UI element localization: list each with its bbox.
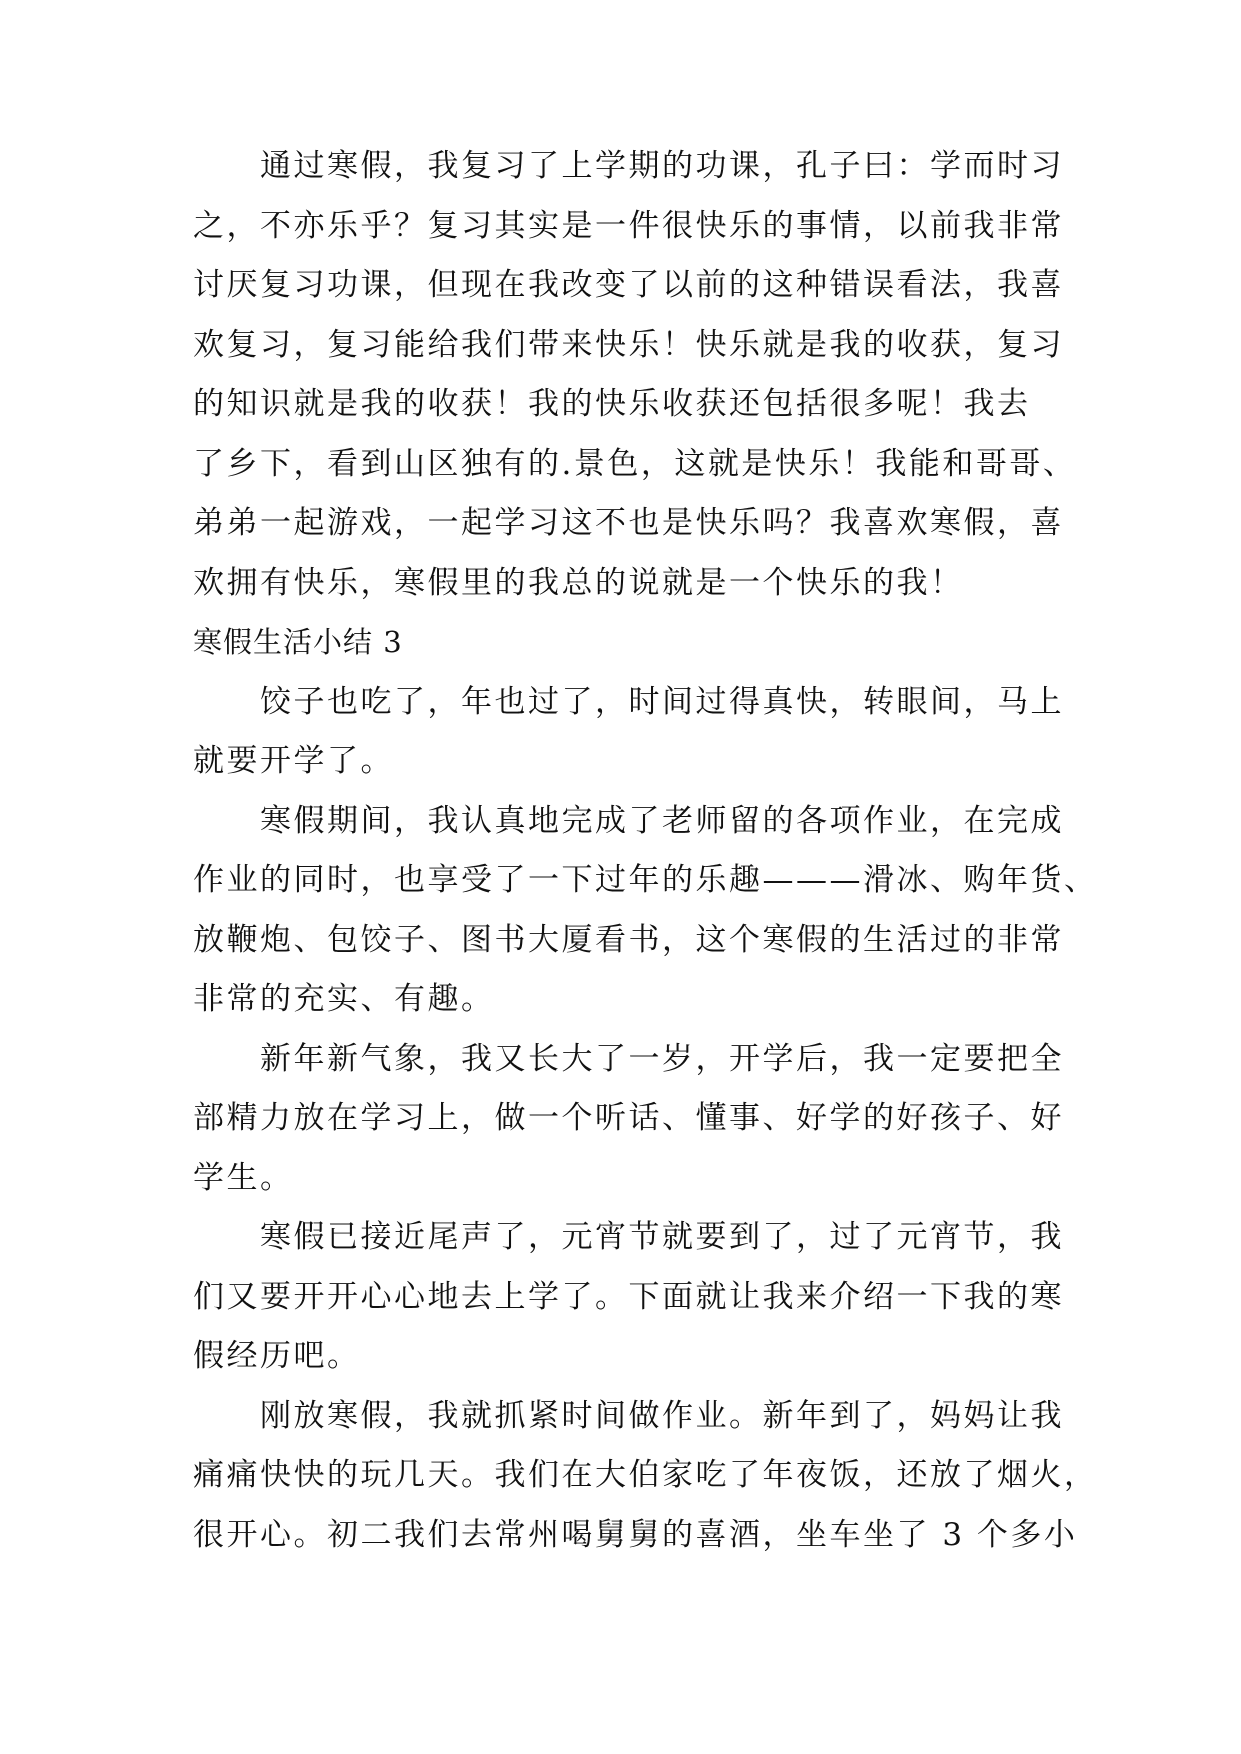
document-body [193, 137, 1098, 1565]
text-line: 欢拥有快乐，寒假里的我总的说就是一个快乐的我！ [193, 564, 964, 601]
text-line: 假经历吧。 [193, 1338, 361, 1374]
text-line: 部精力放在学习上，做一个听话、懂事、好学的好孩子、好 [193, 1100, 1064, 1136]
text-line: 弟弟一起游戏，一起学习这不也是快乐吗？我喜欢寒假，喜 [193, 505, 1064, 541]
text-line: 刚放寒假，我就抓紧时间做作业。新年到了，妈妈让我 [193, 1397, 1064, 1434]
text-line: 寒假已接近尾声了，元宵节就要到了，过了元宵节，我 [193, 1219, 1064, 1255]
text-line: 学生。 [193, 1159, 294, 1196]
text-line: 放鞭炮、包饺子、图书大厦看书，这个寒假的生活过的非常 [193, 921, 1064, 958]
section-heading: 寒假生活小结 3 [193, 625, 403, 659]
text-line: 非常的充实、有趣。 [193, 981, 495, 1017]
text-line: 了乡下，看到山区独有的.景色，这就是快乐！我能和哥哥、 [193, 445, 1077, 482]
text-line: 的知识就是我的收获！我的快乐收获还包括很多呢！我去 [193, 386, 1031, 422]
text-line: 讨厌复习功课，但现在我改变了以前的这种错误看法，我喜 [193, 267, 1064, 303]
text-line: 寒假期间，我认真地完成了老师留的各项作业，在完成 [193, 802, 1064, 839]
text-line: 之，不亦乐乎？复习其实是一件很快乐的事情，以前我非常 [193, 207, 1064, 244]
text-line: 很开心。初二我们去常州喝舅舅的喜酒，坐车坐了 3 个多小 [193, 1516, 1078, 1553]
text-line: 痛痛快快的玩几天。我们在大伯家吃了年夜饭，还放了烟火， [193, 1457, 1098, 1493]
text-line: 们又要开开心心地去上学了。下面就让我来介绍一下我的寒 [193, 1278, 1064, 1315]
text-line: 欢复习，复习能给我们带来快乐！快乐就是我的收获，复习 [193, 326, 1064, 363]
text-line: 饺子也吃了，年也过了，时间过得真快，转眼间，马上 [193, 683, 1064, 720]
text-line: 通过寒假，我复习了上学期的功课，孔子曰：学而时习 [193, 148, 1064, 184]
text-line: 就要开学了。 [193, 743, 394, 779]
text-line: 作业的同时，也享受了一下过年的乐趣———滑冰、购年货、 [193, 862, 1098, 898]
text-line: 新年新气象，我又长大了一岁，开学后，我一定要把全 [193, 1040, 1064, 1077]
